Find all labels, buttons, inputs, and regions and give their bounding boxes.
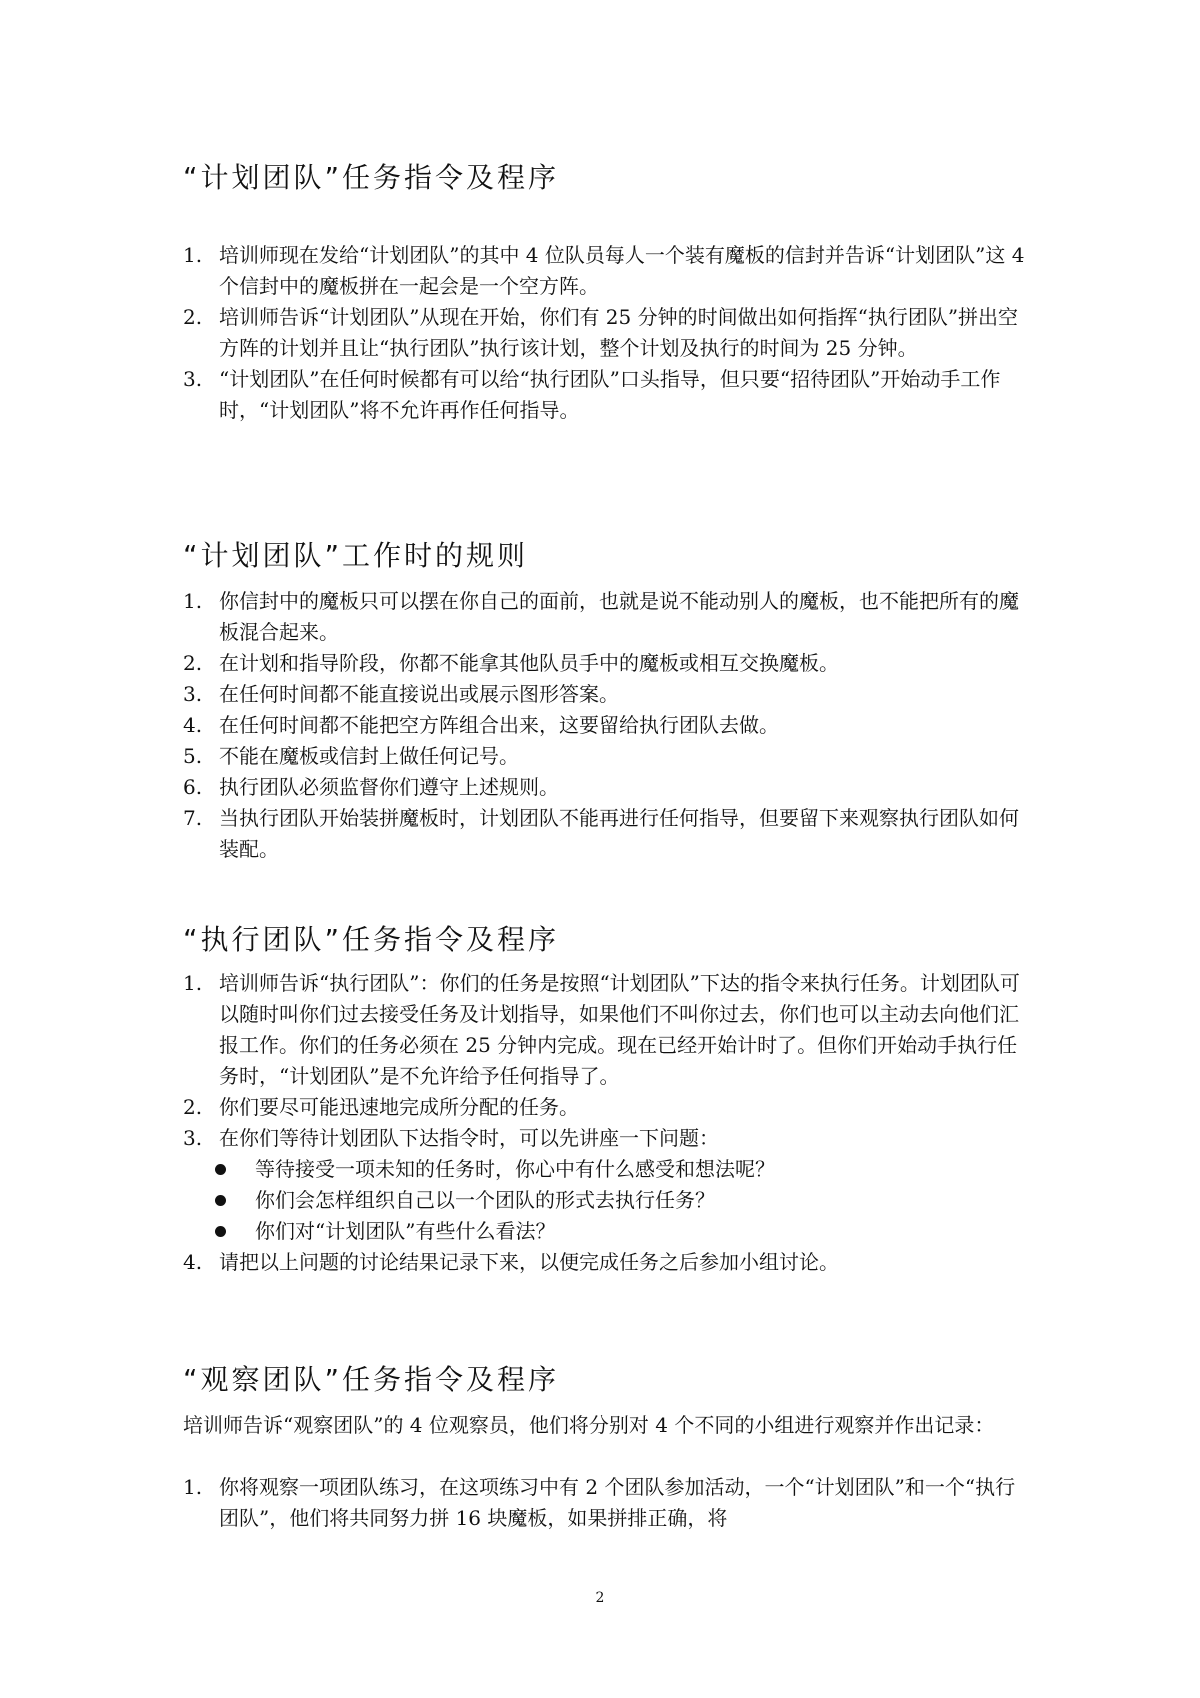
section-heading-planning-rules: “计划团队”工作时的规则 xyxy=(183,539,529,572)
question-bullets xyxy=(183,1154,1028,1247)
bullet-item xyxy=(183,1216,1028,1247)
list-number: 2. xyxy=(183,1095,203,1119)
list-text: 执行团队必须监督你们遵守上述规则。 xyxy=(219,775,559,799)
bullet-group xyxy=(183,1154,1028,1247)
list-text: “计划团队”在任何时候都有可以给“执行团队”口头指导，但只要“招待团队”开始动手工作时，“计划团队”将不允许再作任何指导。 xyxy=(219,367,1001,422)
list-number: 4. xyxy=(183,713,203,737)
list-number: 3. xyxy=(183,367,203,391)
bullet-item xyxy=(183,1185,1028,1216)
list-text: 培训师现在发给“计划团队”的其中 4 位队员每人一个装有魔板的信封并告诉“计划团队”这 4 个信封中的魔板拼在一起会是一个空方阵。 xyxy=(219,243,1025,298)
list-text: 当执行团队开始装拼魔板时，计划团队不能再进行任何指导，但要留下来观察执行团队如何装配。 xyxy=(219,806,1019,861)
list-item xyxy=(183,1247,1028,1278)
list-number: 1. xyxy=(183,1475,203,1499)
section-heading-execution-tasks: “执行团队”任务指令及程序 xyxy=(183,923,560,956)
list-number: 3. xyxy=(183,1126,203,1150)
list-item xyxy=(183,803,1028,865)
list-text: 在任何时间都不能把空方阵组合出来，这要留给执行团队去做。 xyxy=(219,713,779,737)
observation-tasks-list xyxy=(183,1472,1028,1534)
list-item xyxy=(183,772,1028,803)
list-text: 培训师告诉“执行团队”：你们的任务是按照“计划团队”下达的指令来执行任务。计划团队可以随时叫你们过去接受任务及计划指导，如果他们不叫你过去，你们也可以主动去向他们汇报工作。你们的任务必须在 25 分钟内完成。现在已经开始计时了。但你们开始动手执行任务时，“计划团队”是不允许给予任何指导了。 xyxy=(219,971,1020,1088)
list-item xyxy=(183,968,1028,1092)
list-number: 1. xyxy=(183,243,203,267)
bullet-item xyxy=(183,1154,1028,1185)
execution-tasks-list xyxy=(183,968,1028,1278)
list-item xyxy=(183,710,1028,741)
list-item xyxy=(183,1472,1028,1534)
list-number: 1. xyxy=(183,589,203,613)
section-heading-observation-tasks: “观察团队”任务指令及程序 xyxy=(183,1363,560,1396)
list-text: 请把以上问题的讨论结果记录下来，以便完成任务之后参加小组讨论。 xyxy=(219,1250,839,1274)
bullet-text: 你们会怎样组织自己以一个团队的形式去执行任务？ xyxy=(255,1188,715,1212)
observation-intro: 培训师告诉“观察团队”的 4 位观察员，他们将分别对 4 个不同的小组进行观察并作出记录： xyxy=(183,1413,995,1437)
list-item xyxy=(183,586,1028,648)
list-text: 培训师告诉“计划团队”从现在开始，你们有 25 分钟的时间做出如何指挥“执行团队”拼出空方阵的计划并且让“执行团队”执行该计划，整个计划及执行的时间为 25 分钟。 xyxy=(219,305,1019,360)
bullet-dot-icon xyxy=(215,1164,226,1175)
list-number: 2. xyxy=(183,651,203,675)
list-number: 6. xyxy=(183,775,203,799)
list-number: 4. xyxy=(183,1250,203,1274)
bullet-dot-icon xyxy=(215,1195,226,1206)
bullet-text: 等待接受一项未知的任务时，你心中有什么感受和想法呢？ xyxy=(255,1157,775,1181)
list-text: 你信封中的魔板只可以摆在你自己的面前，也就是说不能动别人的魔板，也不能把所有的魔板混合起来。 xyxy=(219,589,1019,644)
list-text: 在计划和指导阶段，你都不能拿其他队员手中的魔板或相互交换魔板。 xyxy=(219,651,839,675)
list-item xyxy=(183,741,1028,772)
list-text: 在你们等待计划团队下达指令时，可以先讲座一下问题： xyxy=(219,1126,719,1150)
section-heading-planning-tasks: “计划团队”任务指令及程序 xyxy=(183,161,560,194)
list-item xyxy=(183,240,1028,302)
bullet-text: 你们对“计划团队”有些什么看法？ xyxy=(255,1219,556,1243)
list-number: 5. xyxy=(183,744,203,768)
list-number: 2. xyxy=(183,305,203,329)
list-item xyxy=(183,648,1028,679)
list-item xyxy=(183,1092,1028,1123)
list-text: 在任何时间都不能直接说出或展示图形答案。 xyxy=(219,682,619,706)
list-item xyxy=(183,679,1028,710)
planning-tasks-list xyxy=(183,240,1028,426)
list-item xyxy=(183,364,1028,426)
list-number: 3. xyxy=(183,682,203,706)
list-number: 1. xyxy=(183,971,203,995)
list-text: 你将观察一项团队练习，在这项练习中有 2 个团队参加活动，一个“计划团队”和一个“执行团队”，他们将共同努力拼 16 块魔板，如果拼排正确，将 xyxy=(219,1475,1016,1530)
page-number: 2 xyxy=(595,1590,605,1606)
list-number: 7. xyxy=(183,806,203,830)
list-item xyxy=(183,1123,1028,1154)
planning-rules-list xyxy=(183,586,1028,865)
bullet-dot-icon xyxy=(215,1226,226,1237)
list-item xyxy=(183,302,1028,364)
list-text: 你们要尽可能迅速地完成所分配的任务。 xyxy=(219,1095,579,1119)
list-text: 不能在魔板或信封上做任何记号。 xyxy=(219,744,519,768)
